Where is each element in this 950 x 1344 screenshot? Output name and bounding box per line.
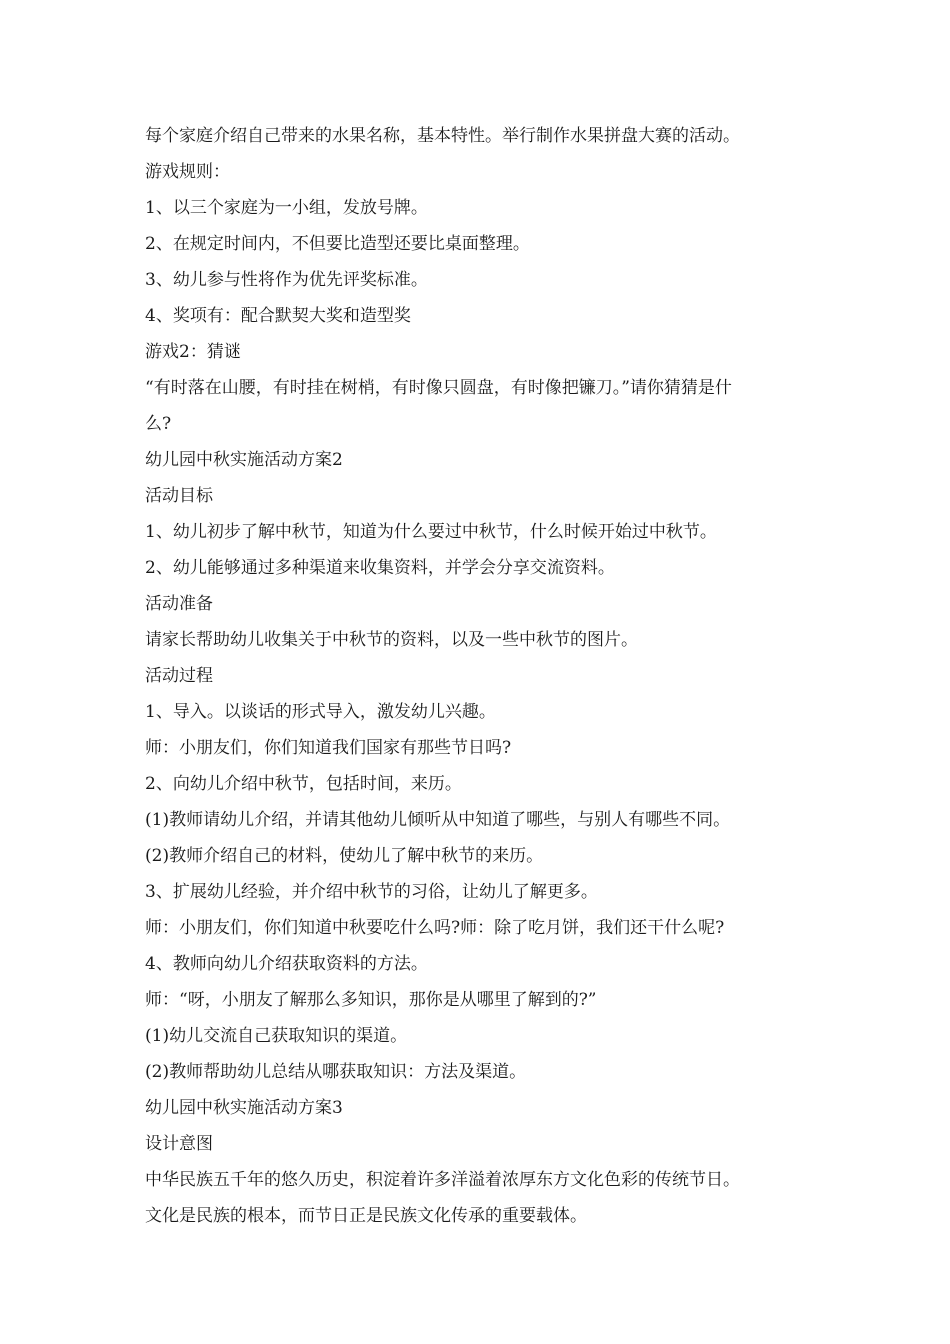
paragraph-line: 请家长帮助幼儿收集关于中秋节的资料，以及一些中秋节的图片。 <box>145 630 638 650</box>
list-item: 3、幼儿参与性将作为优先评奖标准。 <box>145 270 428 290</box>
list-item: (1)幼儿交流自己获取知识的渠道。 <box>145 1026 408 1046</box>
list-item: 1、幼儿初步了解中秋节，知道为什么要过中秋节，什么时候开始过中秋节。 <box>145 522 717 542</box>
list-item: (2)教师介绍自己的材料，使幼儿了解中秋节的来历。 <box>145 846 544 866</box>
paragraph-line: “有时落在山腰，有时挂在树梢，有时像只圆盘，有时像把镰刀。”请你猜猜是什 <box>145 378 732 398</box>
list-item: 1、导入。以谈话的形式导入，激发幼儿兴趣。 <box>145 702 496 722</box>
list-item: 4、奖项有：配合默契大奖和造型奖 <box>145 306 411 326</box>
list-item: 2、向幼儿介绍中秋节，包括时间，来历。 <box>145 774 462 794</box>
plan-title: 幼儿园中秋实施活动方案2 <box>145 450 343 470</box>
list-item: 3、扩展幼儿经验，并介绍中秋节的习俗，让幼儿了解更多。 <box>145 882 598 902</box>
list-item: 2、在规定时间内，不但要比造型还要比桌面整理。 <box>145 234 530 254</box>
paragraph-line: 每个家庭介绍自己带来的水果名称，基本特性。举行制作水果拼盘大赛的活动。 <box>145 126 740 146</box>
list-item: 4、教师向幼儿介绍获取资料的方法。 <box>145 954 428 974</box>
section-heading: 活动过程 <box>145 666 213 686</box>
paragraph-line: 文化是民族的根本，而节日正是民族文化传承的重要载体。 <box>145 1206 587 1226</box>
section-heading: 活动目标 <box>145 486 213 506</box>
document-body <box>145 118 815 1234</box>
plan-title: 幼儿园中秋实施活动方案3 <box>145 1098 343 1118</box>
list-item: (2)教师帮助幼儿总结从哪获取知识：方法及渠道。 <box>145 1062 527 1082</box>
section-heading: 活动准备 <box>145 594 213 614</box>
list-item: 2、幼儿能够通过多种渠道来收集资料，并学会分享交流资料。 <box>145 558 615 578</box>
paragraph-line: 中华民族五千年的悠久历史，积淀着许多洋溢着浓厚东方文化色彩的传统节日。 <box>145 1170 740 1190</box>
list-item: (1)教师请幼儿介绍，并请其他幼儿倾听从中知道了哪些，与别人有哪些不同。 <box>145 810 731 830</box>
paragraph-line: 师：小朋友们，你们知道我们国家有那些节日吗? <box>145 738 512 758</box>
paragraph-line: 师：小朋友们，你们知道中秋要吃什么吗?师：除了吃月饼，我们还干什么呢? <box>145 918 725 938</box>
section-heading: 设计意图 <box>145 1134 213 1154</box>
paragraph-line: 师：“呀，小朋友了解那么多知识，那你是从哪里了解到的?” <box>145 990 597 1010</box>
list-item: 1、以三个家庭为一小组，发放号牌。 <box>145 198 428 218</box>
section-heading: 游戏2：猜谜 <box>145 342 241 362</box>
paragraph-line: 么? <box>145 414 172 434</box>
section-heading: 游戏规则： <box>145 162 230 182</box>
